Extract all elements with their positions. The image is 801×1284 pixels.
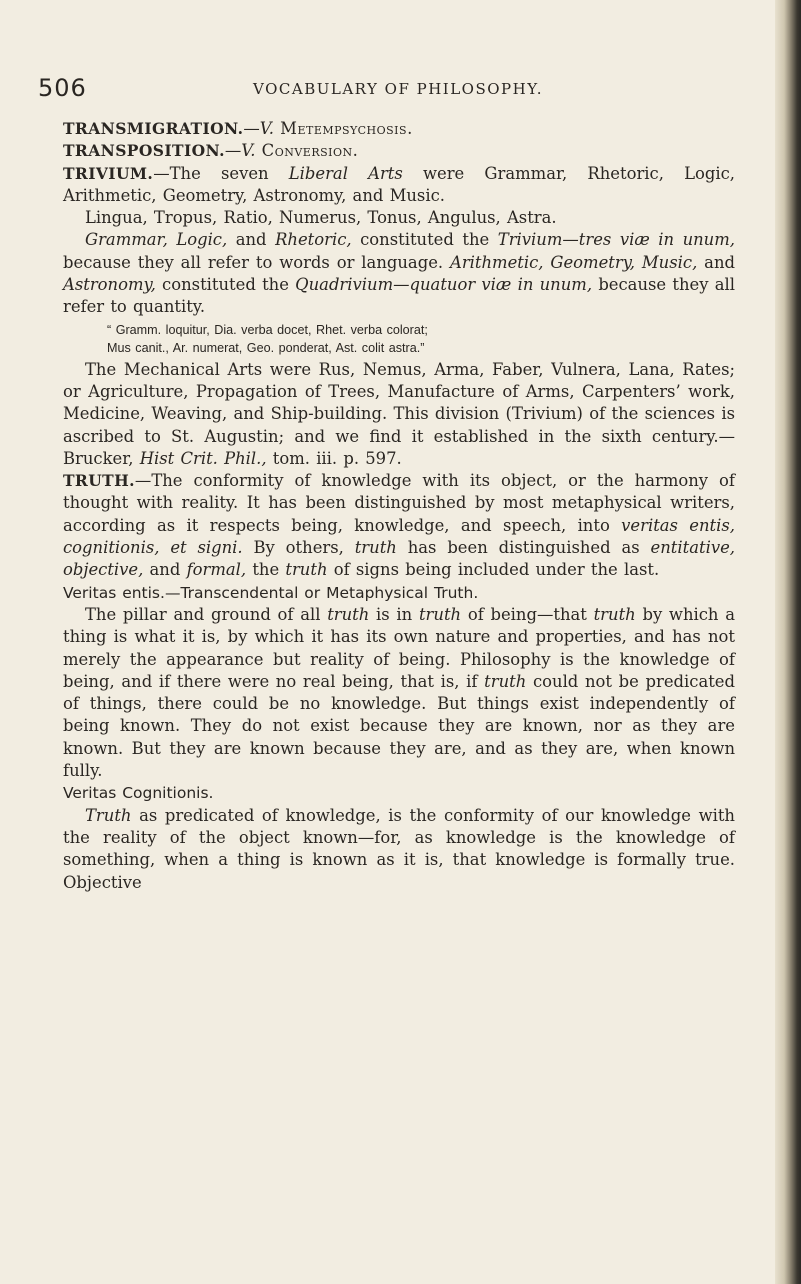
italic-text: Astronomy, <box>63 275 156 295</box>
italic-text: truth <box>354 538 397 558</box>
italic-text: Arithmetic, Geometry, Music, <box>449 252 698 272</box>
latin-verse-quote <box>63 321 735 357</box>
text: constituted the <box>155 275 296 295</box>
subentry-heading: Veritas entis. <box>63 583 165 602</box>
text: and <box>227 230 276 250</box>
text: The Mechanical Arts were Rus, Nemus, Arma, Faber, Vulnera, Lana, Rates; or Agriculture, Propagation of Trees, Manufacture of Arms, Carpenters’ work, Medicine, Weaving, and Ship-building. This division (Trivium) of the sciences is ascribed to St. Augustin; and we find it established in the sixth century.—Brucker, <box>63 359 735 468</box>
entry-term: TRIVIUM. <box>63 163 154 183</box>
text: —The seven <box>153 163 289 183</box>
italic-text: Trivium—tres viæ in unum, <box>497 230 735 250</box>
veritas-entis-paragraph <box>63 604 735 782</box>
italic-text: truth <box>285 560 328 580</box>
subentry-heading-rest: —Transcendental or Metaphysical Truth. <box>164 583 479 602</box>
subentry-heading: Veritas Cognitionis. <box>63 784 214 803</box>
entry-trivium <box>63 163 735 208</box>
trivium-latin-list: Lingua, Tropus, Ratio, Numerus, Tonus, Angulus, Astra. <box>85 208 557 228</box>
italic-text: Quadrivium—quatuor viæ in unum, <box>295 275 593 295</box>
italic-text: veritas entis, cognitionis, et signi. <box>63 515 735 558</box>
entry-transmigration: TRANSMIGRATION.—V. Metempsychosis. <box>63 119 413 138</box>
see-marker: V. <box>259 119 274 138</box>
page-header <box>38 74 758 104</box>
page-body <box>63 118 735 894</box>
text: By others, <box>242 538 355 558</box>
text: of being—that <box>461 604 594 624</box>
see-marker: V. <box>241 141 256 161</box>
trivium-paragraph <box>63 229 735 318</box>
quote-line: Mus canit., Ar. numerat, Geo. ponderat, Ast. colit astra.” <box>107 340 425 355</box>
italic-text: formal, <box>186 560 247 580</box>
text: and <box>143 560 187 580</box>
italic-text: Rhetoric, <box>275 230 352 250</box>
entry-term: TRUTH. <box>63 471 135 491</box>
text: the <box>246 560 286 580</box>
italic-text: truth <box>327 604 370 624</box>
text: —The conformity of knowledge with its object, or the harmony of thought with reality. It has been distinguished by most metaphysical writers, according as it respects being, knowledge, and speech, into <box>63 471 735 535</box>
subentry-veritas-cognitionis <box>63 782 735 804</box>
text: by which a thing is what it is, by which it has its own nature and properties, and has not merely the appearance but reality of being. Philosophy is the knowledge of being, and if there were no real being, that is, if <box>63 604 735 691</box>
page-edge-shadow <box>775 0 801 1284</box>
text: could not be predicated of things, there could be no knowledge. But things exist independently of being known. They do not exist because they are known, nor as they are known. But they are known because they are, and as they are, when known fully. <box>63 671 736 781</box>
text: and <box>697 252 735 272</box>
subentry-veritas-entis <box>63 582 735 604</box>
text: because they all refer to quantity. <box>63 275 735 317</box>
page-number: 506 <box>38 74 87 102</box>
text: of signs being included under the last. <box>327 560 660 580</box>
text: tom. iii. p. 597. <box>266 448 402 468</box>
cross-reference: Conversion. <box>261 141 359 161</box>
text: as predicated of knowledge, is the conformity of our knowledge with the reality of the object known—for, as knowledge is the knowledge of something, when a thing is known as it is, that knowledge is formally true. Objective <box>63 805 735 892</box>
entry-truth <box>63 470 735 581</box>
veritas-cognitionis-paragraph <box>63 805 735 894</box>
italic-text: Truth <box>85 805 132 825</box>
text: has been distinguished as <box>396 538 651 558</box>
entry-term: TRANSPOSITION. <box>63 141 225 161</box>
italic-text: Hist Crit. Phil., <box>139 448 267 468</box>
italic-text: entitative, objective, <box>63 538 735 580</box>
italic-text: truth <box>484 671 527 691</box>
italic-text: Liberal Arts <box>288 163 403 183</box>
text: The pillar and ground of all <box>85 604 328 624</box>
mechanical-arts-paragraph <box>63 359 735 470</box>
text: because they all refer to words or language. <box>63 252 450 272</box>
quote-line: “ Gramm. loquitur, Dia. verba docet, Rhet. verba colorat; <box>107 322 428 337</box>
entry-transposition: TRANSPOSITION.—V. Conversion. <box>63 141 359 161</box>
entry-term: TRANSMIGRATION. <box>63 119 244 138</box>
text: were Grammar, Rhetoric, Logic, Arithmetic, Geometry, Astronomy, and Music. <box>63 163 735 205</box>
running-head: VOCABULARY OF PHILOSOPHY. <box>253 80 543 98</box>
italic-text: truth <box>593 604 636 624</box>
italic-text: truth <box>418 604 462 624</box>
text: is in <box>369 604 419 624</box>
cross-reference: Metempsychosis. <box>280 119 413 138</box>
italic-text: Grammar, Logic, <box>85 230 228 250</box>
text: constituted the <box>351 230 498 250</box>
